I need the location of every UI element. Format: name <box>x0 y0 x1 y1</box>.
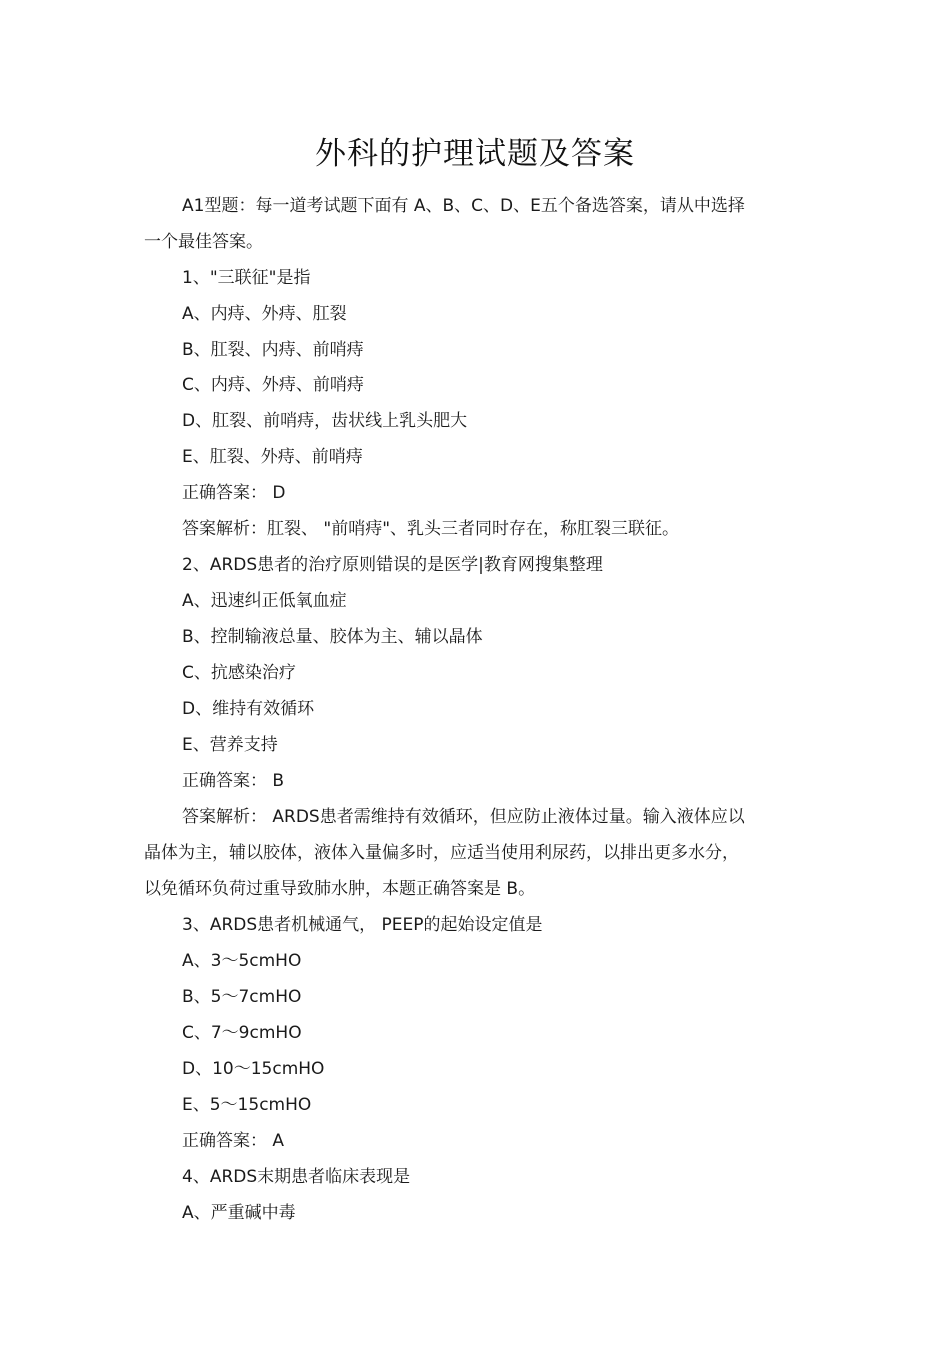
text-line: 一个最佳答案。 <box>144 232 263 252</box>
text-line: D、10～15cmHO <box>182 1059 325 1079</box>
text-line: B、肛裂、内痔、前哨痔 <box>182 340 364 360</box>
text-line: 正确答案： A <box>182 1131 285 1151</box>
text-line: 晶体为主，辅以胶体，液体入量偏多时，应适当使用利尿药，以排出更多水分， <box>144 843 739 863</box>
text-line: 2、ARDS患者的治疗原则错误的是医学|教育网搜集整理 <box>182 555 603 575</box>
text-line: C、内痔、外痔、前哨痔 <box>182 375 364 395</box>
text-line: D、维持有效循环 <box>182 699 315 719</box>
text-line: 正确答案： D <box>182 483 286 503</box>
text-line: 4、ARDS末期患者临床表现是 <box>182 1167 411 1187</box>
text-line: B、5～7cmHO <box>182 987 302 1007</box>
text-line: D、肛裂、前哨痔，齿状线上乳头肥大 <box>182 411 468 431</box>
text-line: C、7～9cmHO <box>182 1023 302 1043</box>
text-line: C、抗感染治疗 <box>182 663 296 683</box>
page-title: 外科的护理试题及答案 <box>315 136 635 172</box>
text-line: 答案解析： ARDS患者需维持有效循环，但应防止液体过量。输入液体应以 <box>182 807 745 827</box>
text-line: A、严重碱中毒 <box>182 1203 296 1223</box>
text-line: 正确答案： B <box>182 771 285 791</box>
text-line: 1、"三联征"是指 <box>182 268 311 288</box>
text-line: 以免循环负荷过重导致肺水肿，本题正确答案是 B。 <box>144 879 536 899</box>
text-line: A、迅速纠正低氧血症 <box>182 591 347 611</box>
text-line: A1型题：每一道考试题下面有 A、B、C、D、E五个备选答案，请从中选择 <box>182 196 745 216</box>
text-line: A、3～5cmHO <box>182 951 302 971</box>
text-line: A、内痔、外痔、肛裂 <box>182 304 347 324</box>
text-line: E、肛裂、外痔、前哨痔 <box>182 447 363 467</box>
text-line: E、营养支持 <box>182 735 278 755</box>
text-line: E、5～15cmHO <box>182 1095 312 1115</box>
text-line: 3、ARDS患者机械通气， PEEP的起始设定值是 <box>182 915 543 935</box>
text-line: 答案解析：肛裂、 "前哨痔"、乳头三者同时存在，称肛裂三联征。 <box>182 519 680 539</box>
text-line: B、控制输液总量、胶体为主、辅以晶体 <box>182 627 483 647</box>
